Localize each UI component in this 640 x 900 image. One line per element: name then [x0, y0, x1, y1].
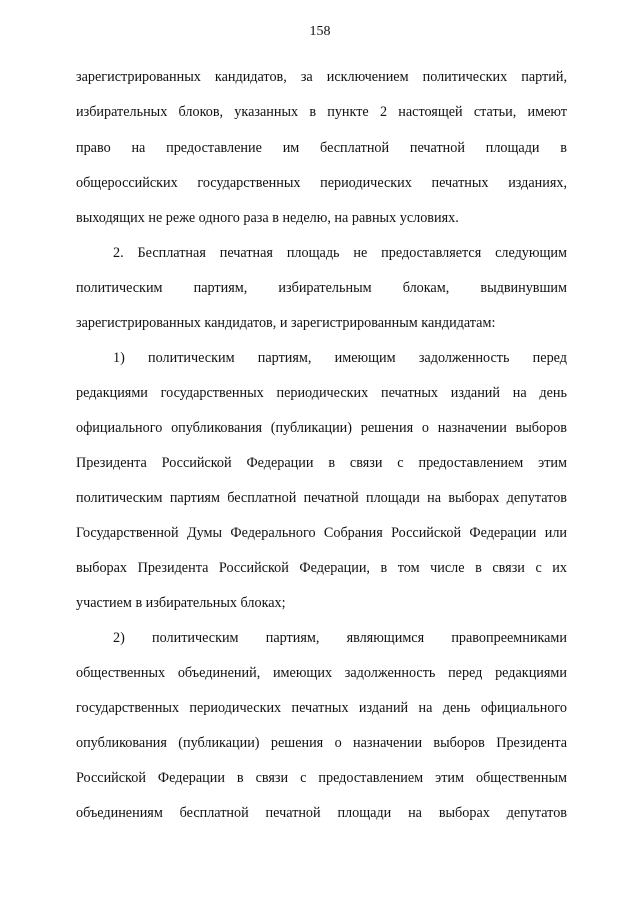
text-line: зарегистрированных кандидатов, и зарегистрированным кандидатам: — [76, 315, 496, 331]
text-line: общественных объединений, имеющих задолженность перед редакциями — [76, 665, 567, 681]
text-line: 2) политическим партиям, являющимся правопреемниками — [113, 630, 567, 646]
page-number: 158 — [309, 24, 331, 39]
text-line: зарегистрированных кандидатов, за исключением политических партий, — [76, 69, 567, 85]
text-line: опубликования (публикации) решения о назначении выборов Президента — [76, 735, 567, 751]
text-line: Государственной Думы Федерального Собрания Российской Федерации или — [76, 525, 567, 541]
text-line: избирательных блоков, указанных в пункте 2 настоящей статьи, имеют — [76, 104, 567, 120]
text-line: политическим партиям бесплатной печатной площади на выборах депутатов — [76, 490, 567, 506]
text-line: 1) политическим партиям, имеющим задолженность перед — [113, 350, 567, 366]
text-line: выборах Президента Российской Федерации, в том числе в связи с их — [76, 560, 567, 576]
text-line: 2. Бесплатная печатная площадь не предоставляется следующим — [113, 245, 567, 261]
text-line: политическим партиям, избирательным блокам, выдвинувшим — [76, 280, 567, 296]
text-line: объединениям бесплатной печатной площади на выборах депутатов — [76, 805, 567, 821]
text-line: Президента Российской Федерации в связи с предоставлением этим — [76, 455, 567, 471]
text-line: право на предоставление им бесплатной печатной площади в — [76, 140, 567, 156]
text-line: общероссийских государственных периодических печатных изданиях, — [76, 175, 567, 191]
text-line: выходящих не реже одного раза в неделю, на равных условиях. — [76, 210, 459, 226]
text-line: Российской Федерации в связи с предоставлением этим общественным — [76, 770, 567, 786]
text-line: участием в избирательных блоках; — [76, 595, 286, 611]
text-line: официального опубликования (публикации) решения о назначении выборов — [76, 420, 567, 436]
text-line: государственных периодических печатных изданий на день официального — [76, 700, 567, 716]
text-line: редакциями государственных периодических печатных изданий на день — [76, 385, 567, 401]
